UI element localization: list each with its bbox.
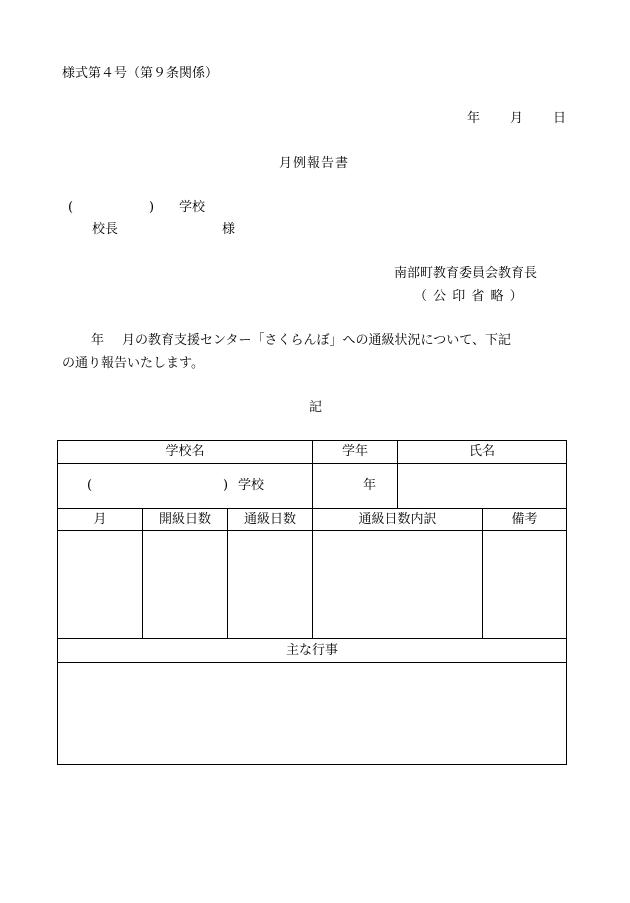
events-row (58, 663, 567, 765)
form-number: 様式第４号（第９条関係） (62, 66, 219, 81)
col-remarks: 備考 (483, 509, 567, 531)
addressee-principal: 校長 (92, 222, 119, 237)
report-table (57, 440, 567, 765)
school-close-paren: ) (223, 478, 229, 493)
addressee-close-paren: ) (149, 200, 155, 215)
remarks-cell[interactable] (483, 531, 567, 639)
date-day: 日 (553, 111, 567, 126)
col-attendance-breakdown: 通級日数内訳 (313, 509, 483, 531)
addressee-school: 学校 (179, 200, 206, 215)
col-open-days: 開級日数 (143, 509, 228, 531)
attendance-days-cell[interactable] (228, 531, 313, 639)
columns-header-row (58, 509, 567, 531)
month-cell[interactable] (58, 531, 143, 639)
addressee-honorific: 様 (222, 222, 236, 237)
school-entry-row (58, 464, 567, 509)
document-title: 月例報告書 (279, 156, 350, 171)
open-days-cell[interactable] (143, 531, 228, 639)
events-header-row (58, 639, 567, 663)
col-month: 月 (58, 509, 143, 531)
header-school-name: 学校名 (58, 441, 313, 464)
header-grade: 学年 (313, 441, 398, 464)
body-year: 年 (91, 333, 105, 348)
body-line1: 月の教育支援センター「さくらんぼ」への通級状況について、下記 (122, 333, 511, 348)
grade-suffix: 年 (363, 478, 377, 493)
attendance-data-row (58, 531, 567, 639)
grade-cell[interactable] (313, 464, 398, 509)
student-name-cell[interactable] (398, 464, 567, 509)
events-cell[interactable] (58, 663, 567, 765)
table-header-row (58, 441, 567, 464)
col-attendance-days: 通級日数 (228, 509, 313, 531)
school-name-cell[interactable] (58, 464, 313, 509)
school-open-paren: ( (87, 478, 93, 493)
body-line2: の通り報告いたします。 (62, 356, 204, 371)
date-year: 年 (467, 111, 481, 126)
attendance-breakdown-cell[interactable] (313, 531, 483, 639)
ki-label: 記 (309, 400, 323, 415)
addressee-open-paren: ( (68, 200, 74, 215)
school-suffix: 学校 (238, 478, 265, 493)
header-student-name: 氏名 (398, 441, 567, 464)
seal-omitted-note: （ 公 印 省 略 ） (414, 289, 524, 304)
sender-name: 南部町教育委員会教育長 (394, 266, 538, 281)
events-header: 主な行事 (58, 639, 567, 663)
date-month: 月 (510, 111, 524, 126)
